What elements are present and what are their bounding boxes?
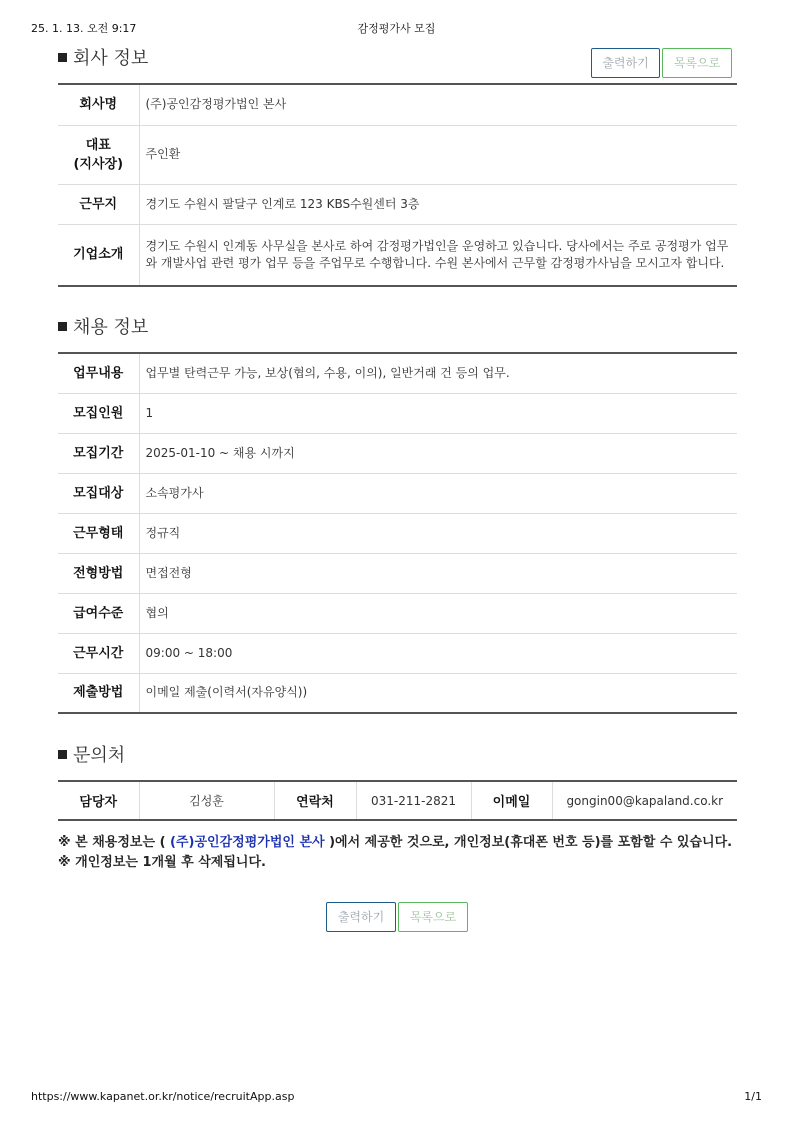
job-description-value: 업무별 탄력근무 가능, 보상(협의, 수용, 이의), 일반거래 건 등의 업무. — [139, 353, 737, 393]
contact-section-title — [58, 744, 125, 768]
headcount-label: 모집인원 — [58, 393, 139, 433]
work-hours-value: 09:00 ~ 18:00 — [139, 633, 737, 673]
notice-company-name: (주)공인감정평가법인 본사 — [170, 835, 325, 850]
selection-method-label: 전형방법 — [58, 553, 139, 593]
list-button[interactable]: 목록으로 — [662, 48, 732, 78]
list-button[interactable]: 목록으로 — [398, 902, 468, 932]
company-section-title-text: 회사 정보 — [73, 48, 149, 69]
work-hours-label: 근무시간 — [58, 633, 139, 673]
page-url: https://www.kapanet.or.kr/notice/recruitApp.asp — [31, 1090, 295, 1103]
table-row — [58, 781, 737, 820]
salary-label: 급여수준 — [58, 593, 139, 633]
table-row — [58, 353, 737, 393]
representative-label-line2: (지사장) — [73, 156, 124, 172]
table-row — [58, 673, 737, 713]
privacy-notice — [58, 833, 738, 873]
table-row — [58, 553, 737, 593]
print-datetime: 25. 1. 13. 오전 9:17 — [31, 22, 137, 35]
company-name-value: (주)공인감정평가법인 본사 — [139, 84, 737, 125]
employment-type-value: 정규직 — [139, 513, 737, 553]
workplace-value: 경기도 수원시 팔달구 인계로 123 KBS수원센터 3층 — [139, 184, 737, 224]
square-bullet-icon — [58, 322, 67, 331]
job-description-label: 업무내용 — [58, 353, 139, 393]
page-number: 1/1 — [744, 1090, 762, 1103]
table-row — [58, 393, 737, 433]
print-button[interactable]: 출력하기 — [326, 902, 396, 932]
recruit-section-title — [58, 316, 148, 340]
table-row — [58, 593, 737, 633]
phone-value: 031-211-2821 — [356, 781, 471, 820]
print-footer — [31, 1090, 762, 1106]
table-row — [58, 433, 737, 473]
representative-value: 주인환 — [139, 125, 737, 184]
company-name-label: 회사명 — [58, 84, 139, 125]
representative-label-line1: 대표 — [85, 137, 111, 153]
table-row — [58, 513, 737, 553]
recruit-info-table — [58, 352, 737, 714]
email-label: 이메일 — [471, 781, 552, 820]
table-row — [58, 184, 737, 224]
salary-value: 협의 — [139, 593, 737, 633]
contact-table — [58, 780, 737, 821]
notice-line-1 — [58, 833, 738, 853]
table-row — [58, 633, 737, 673]
recruit-period-label: 모집기간 — [58, 433, 139, 473]
top-button-group — [591, 48, 732, 78]
notice-line-1-prefix: ※ 본 채용정보는 ( — [58, 835, 171, 850]
company-info-table — [58, 83, 737, 287]
manager-label: 담당자 — [58, 781, 139, 820]
phone-label: 연락처 — [274, 781, 356, 820]
email-value: gongin00@kapaland.co.kr — [566, 793, 724, 808]
notice-line-1-suffix: )에서 제공한 것으로, 개인정보(휴대폰 번호 등)를 포함할 수 있습니다. — [324, 835, 733, 850]
employment-type-label: 근무형태 — [58, 513, 139, 553]
target-value: 소속평가사 — [139, 473, 737, 513]
selection-method-value: 면접전형 — [139, 553, 737, 593]
table-row — [58, 473, 737, 513]
print-button[interactable]: 출력하기 — [591, 48, 660, 78]
headcount-value: 1 — [139, 393, 737, 433]
company-section-title — [58, 47, 148, 71]
print-header — [31, 20, 762, 36]
manager-value: 김성훈 — [139, 781, 274, 820]
contact-section-title-text: 문의처 — [73, 745, 126, 766]
bottom-button-group — [326, 902, 468, 932]
table-row — [58, 125, 737, 184]
square-bullet-icon — [58, 750, 67, 759]
square-bullet-icon — [58, 53, 67, 62]
print-page-title: 감정평가사 모집 — [357, 22, 436, 35]
table-row — [58, 224, 737, 286]
notice-line-2: ※ 개인정보는 1개월 후 삭제됩니다. — [58, 855, 266, 870]
submission-method-label: 제출방법 — [58, 673, 139, 713]
company-intro-value: 경기도 수원시 인계동 사무실을 본사로 하여 감정평가법인을 운영하고 있습니다. 당사에서는 주로 공정평가 업무와 개발사업 관련 평가 업무 등을 주업무로 수행합니다. 수원 본사에서 근무할 감정평가사님을 모시고자 합니다. — [145, 238, 729, 270]
table-row — [58, 84, 737, 125]
representative-label — [58, 125, 139, 184]
recruit-section-title-text: 채용 정보 — [73, 317, 149, 338]
workplace-label: 근무지 — [58, 184, 139, 224]
recruit-period-value: 2025-01-10 ~ 채용 시까지 — [139, 433, 737, 473]
company-intro-label: 기업소개 — [58, 224, 139, 286]
submission-method-value: 이메일 제출(이력서(자유양식)) — [145, 685, 308, 700]
target-label: 모집대상 — [58, 473, 139, 513]
